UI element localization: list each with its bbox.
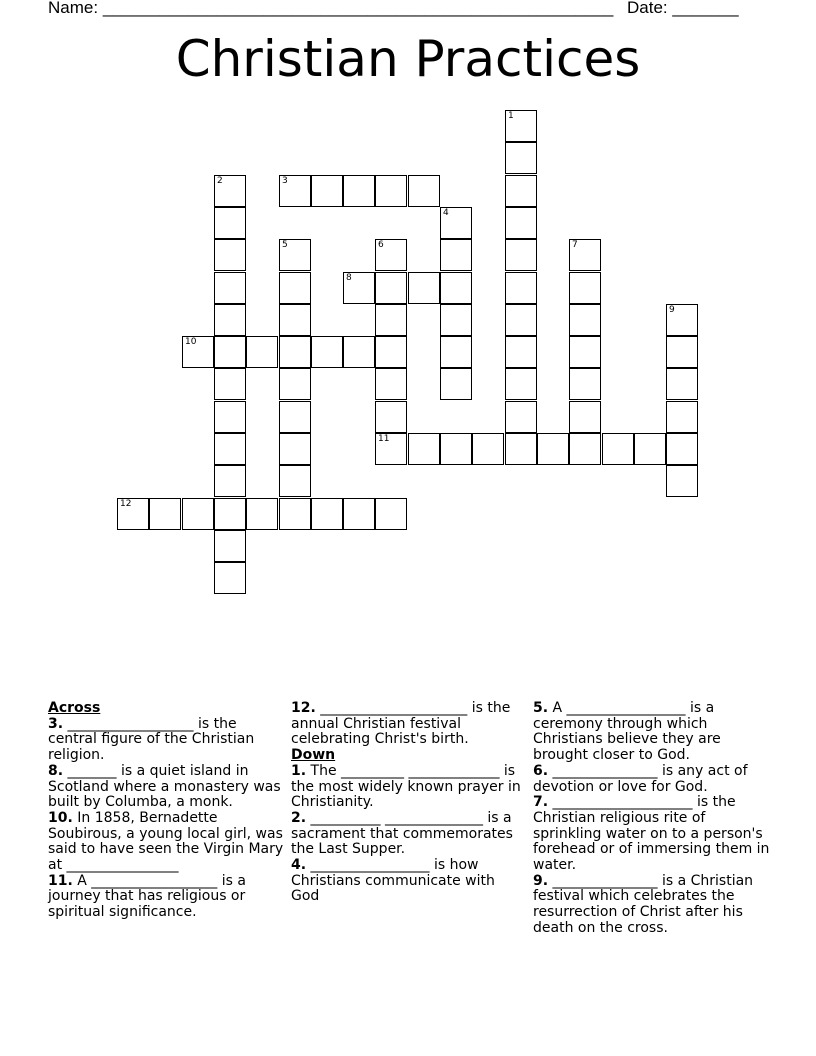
clue-text: __________ ______________ is a sacrament that commemorates the Last Supper.: [291, 809, 513, 858]
crossword-cell[interactable]: [505, 142, 537, 174]
crossword-cell[interactable]: [214, 433, 246, 465]
crossword-cell[interactable]: [505, 175, 537, 207]
crossword-cell[interactable]: [440, 433, 472, 465]
clue-number: 1.: [291, 762, 307, 779]
crossword-cell[interactable]: [408, 272, 440, 304]
clue-number: 6.: [533, 762, 549, 779]
cell-number: 11: [378, 434, 390, 444]
cell-number: 1: [508, 111, 514, 121]
crossword-cell[interactable]: [569, 433, 601, 465]
crossword-cell[interactable]: [375, 272, 407, 304]
crossword-cell[interactable]: [440, 207, 472, 239]
crossword-cell[interactable]: [279, 304, 311, 336]
crossword-cell[interactable]: [214, 336, 246, 368]
crossword-cell[interactable]: [279, 401, 311, 433]
clue-text: _____________________ is the annual Christian festival celebrating Christ's birth.: [291, 700, 511, 748]
clue-down-4: [291, 858, 527, 905]
crossword-cell[interactable]: [505, 272, 537, 304]
page-title: Christian Practices: [175, 30, 641, 88]
crossword-cell[interactable]: [214, 207, 246, 239]
crossword-cell[interactable]: [246, 336, 278, 368]
cell-number: 2: [217, 176, 223, 186]
clue-text: A _________________ is a ceremony through which Christians believe they are brought closer to God.: [533, 700, 721, 764]
cell-number: 12: [120, 499, 132, 509]
crossword-cell[interactable]: [375, 336, 407, 368]
crossword-cell[interactable]: [375, 498, 407, 530]
crossword-cell[interactable]: [505, 368, 537, 400]
crossword-cell[interactable]: [505, 401, 537, 433]
crossword-cell[interactable]: [214, 368, 246, 400]
crossword-cell[interactable]: [214, 175, 246, 207]
clue-down-6: [533, 764, 773, 795]
clue-number: 5.: [533, 700, 549, 716]
crossword-cell[interactable]: [149, 498, 181, 530]
crossword-cell[interactable]: [343, 336, 375, 368]
name-label: Name:: [48, 0, 99, 17]
crossword-cell[interactable]: [666, 465, 698, 497]
crossword-cell[interactable]: [569, 368, 601, 400]
crossword-cell[interactable]: [182, 498, 214, 530]
clue-across-11: [48, 874, 284, 921]
clues-column-3: [533, 701, 773, 937]
crossword-cell[interactable]: [666, 433, 698, 465]
clue-text: A __________________ is a journey that has religious or spiritual significance.: [48, 872, 246, 921]
crossword-cell[interactable]: [602, 433, 634, 465]
crossword-cell[interactable]: [505, 433, 537, 465]
crossword-cell[interactable]: [343, 175, 375, 207]
crossword-cell[interactable]: [505, 207, 537, 239]
clue-down-1: [291, 764, 527, 811]
cell-number: 3: [282, 176, 288, 186]
date-line: [627, 0, 739, 18]
date-blank[interactable]: _______: [672, 0, 739, 17]
clue-across-10: [48, 811, 284, 874]
clue-number: 9.: [533, 872, 549, 889]
clues-column-2: [291, 701, 527, 905]
clue-number: 2.: [291, 809, 307, 826]
clue-text: _______________ is a Christian festival which celebrates the resurrection of Christ after his death on the cross.: [533, 872, 754, 936]
cell-number: 8: [346, 273, 352, 283]
clue-text: ____________________ is the Christian religious rite of sprinkling water on to a person's forehead or of immersing them in water.: [533, 794, 770, 874]
clue-text: _______________ is any act of devotion or love for God.: [533, 762, 748, 795]
crossword-cell[interactable]: [666, 368, 698, 400]
crossword-cell[interactable]: [214, 239, 246, 271]
clue-across-3: [48, 717, 284, 764]
crossword-cell[interactable]: [505, 110, 537, 142]
crossword-cell[interactable]: [279, 498, 311, 530]
clue-down-2: [291, 811, 527, 858]
cell-number: 6: [378, 240, 384, 250]
crossword-cell[interactable]: [666, 336, 698, 368]
date-label: Date:: [627, 0, 668, 17]
clue-number: 4.: [291, 857, 307, 874]
clue-down-7: [533, 795, 773, 874]
crossword-cell[interactable]: [375, 401, 407, 433]
crossword-cell[interactable]: [279, 465, 311, 497]
crossword-cell[interactable]: [505, 336, 537, 368]
crossword-cell[interactable]: [375, 368, 407, 400]
crossword-cell[interactable]: [214, 530, 246, 562]
crossword-cell[interactable]: [214, 498, 246, 530]
crossword-cell[interactable]: [311, 498, 343, 530]
crossword-cell[interactable]: [537, 433, 569, 465]
clue-number: 11.: [48, 872, 73, 889]
crossword-cell[interactable]: [343, 498, 375, 530]
crossword-cell[interactable]: [634, 433, 666, 465]
crossword-cell[interactable]: [569, 401, 601, 433]
crossword-cell[interactable]: [214, 562, 246, 594]
crossword-cell[interactable]: [279, 272, 311, 304]
crossword-cell[interactable]: [311, 336, 343, 368]
crossword-cell[interactable]: [246, 498, 278, 530]
crossword-cell[interactable]: [117, 498, 149, 530]
crossword-cell[interactable]: [375, 239, 407, 271]
crossword-cell[interactable]: [311, 175, 343, 207]
clue-text: _________________ is how Christians communicate with God: [291, 857, 495, 905]
name-line: [48, 0, 613, 18]
clue-text: In 1858, Bernadette Soubirous, a young local girl, was said to have seen the Virgin Mary at ________________: [48, 809, 284, 874]
crossword-cell[interactable]: [375, 304, 407, 336]
crossword-cell[interactable]: [408, 433, 440, 465]
clue-number: 7.: [533, 794, 549, 811]
crossword-cell[interactable]: [279, 336, 311, 368]
crossword-cell[interactable]: [472, 433, 504, 465]
clue-down-9: [533, 874, 773, 937]
clue-across-8: [48, 764, 284, 811]
crossword-cell[interactable]: [666, 401, 698, 433]
crossword-cell[interactable]: [505, 304, 537, 336]
crossword-cell[interactable]: [569, 336, 601, 368]
crossword-cell[interactable]: [279, 239, 311, 271]
name-blank[interactable]: ______________________________________________________: [102, 0, 614, 17]
crossword-cell[interactable]: [279, 433, 311, 465]
crossword-cell[interactable]: [440, 304, 472, 336]
clue-text: _______ is a quiet island in Scotland where a monastery was built by Columba, a monk.: [48, 762, 281, 811]
crossword-cell[interactable]: [569, 239, 601, 271]
crossword-cell[interactable]: [440, 336, 472, 368]
crossword-cell[interactable]: [375, 433, 407, 465]
crossword-cell[interactable]: [666, 304, 698, 336]
cell-number: 10: [185, 337, 197, 347]
crossword-cell[interactable]: [214, 304, 246, 336]
down-heading: Down: [291, 747, 336, 764]
crossword-cell[interactable]: [214, 272, 246, 304]
crossword-cell[interactable]: [569, 272, 601, 304]
across-heading: Across: [48, 700, 101, 716]
crossword-cell[interactable]: [375, 175, 407, 207]
clue-text: __________________ is the central figure of the Christian religion.: [48, 715, 255, 764]
crossword-cell[interactable]: [408, 175, 440, 207]
crossword-cell[interactable]: [279, 175, 311, 207]
crossword-cell[interactable]: [182, 336, 214, 368]
clue-number: 3.: [48, 715, 64, 732]
crossword-cell[interactable]: [343, 272, 375, 304]
crossword-cell[interactable]: [279, 368, 311, 400]
clue-number: 12.: [291, 700, 316, 716]
crossword-cell[interactable]: [214, 401, 246, 433]
cell-number: 9: [669, 305, 675, 315]
crossword-cell[interactable]: [440, 368, 472, 400]
cell-number: 5: [282, 240, 288, 250]
crossword-cell[interactable]: [214, 465, 246, 497]
clue-down-5: [533, 701, 773, 764]
clue-number: 8.: [48, 762, 64, 779]
crossword-cell[interactable]: [569, 304, 601, 336]
clue-number: 10.: [48, 809, 73, 826]
cell-number: 4: [443, 208, 449, 218]
clue-text: The _________ _____________ is the most widely known prayer in Christianity.: [291, 762, 521, 811]
crossword-cell[interactable]: [440, 272, 472, 304]
cell-number: 7: [572, 240, 578, 250]
clues-column-1: [48, 701, 284, 921]
clue-across-12: [291, 701, 527, 748]
crossword-cell[interactable]: [440, 239, 472, 271]
crossword-cell[interactable]: [505, 239, 537, 271]
